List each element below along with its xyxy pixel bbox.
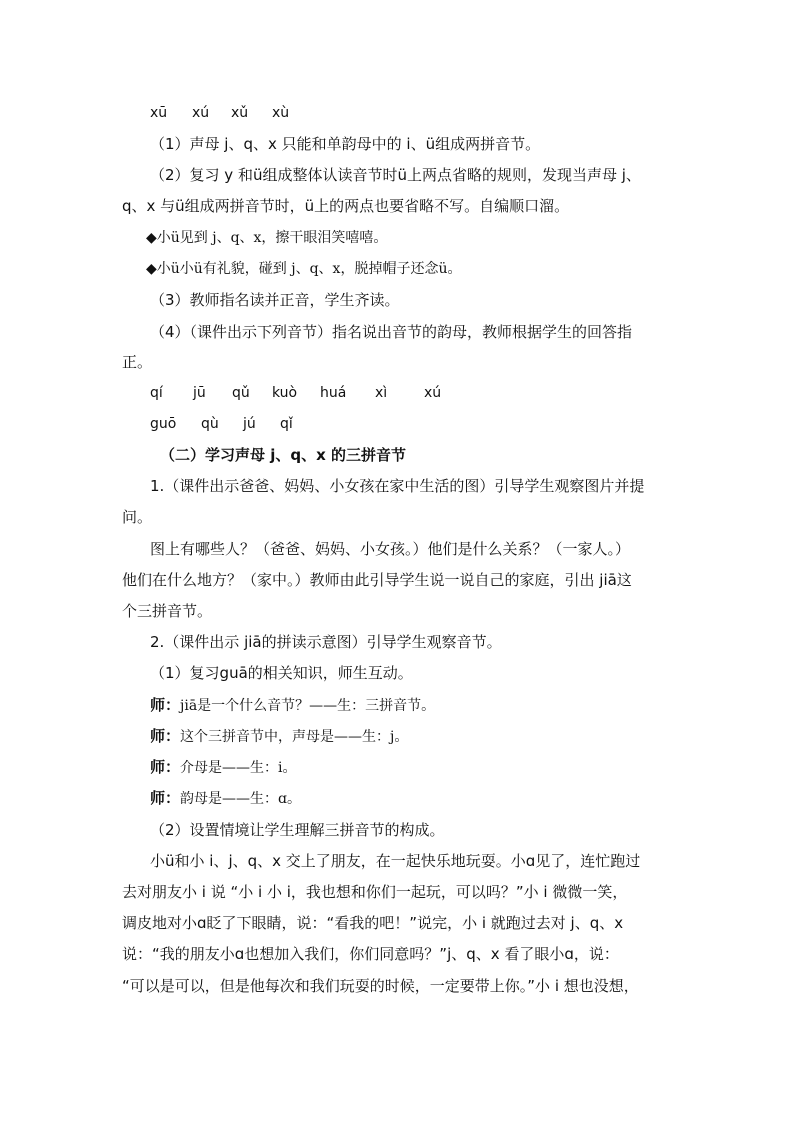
pinyin-syllable: jū xyxy=(193,385,206,401)
step-2: 2.（课件出示 jiā的拼读示意图）引导学生观察音节。 xyxy=(150,633,502,651)
question-line-3: 个三拼音节。 xyxy=(122,602,213,620)
section-heading: （二）学习声母 j、q、x 的三拼音节 xyxy=(160,446,407,464)
dialog-speaker: 师： xyxy=(150,727,181,745)
pinyin-syllable: huá xyxy=(320,385,347,401)
dialog-text: 这个三拼音节中，声母是——生：j。 xyxy=(180,729,409,745)
sub-step-1: （1）复习guā的相关知识，师生互动。 xyxy=(150,664,413,682)
step-1-line-2: 问。 xyxy=(122,508,153,526)
dialog-text: 介母是——生：i。 xyxy=(180,760,297,776)
paragraph-4-line-2: 正。 xyxy=(122,353,153,371)
question-line-1: 图上有哪些人？（爸爸、妈妈、小女孩。）他们是什么关系？（一家人。） xyxy=(150,540,631,558)
pinyin-syllable: xù xyxy=(272,105,290,121)
paragraph-2-line-2: q、x 与ü组成两拼音节时，ü上的两点也要省略不写。自编顺口溜。 xyxy=(122,197,570,215)
dialog-line xyxy=(150,757,710,778)
pinyin-syllable: xū xyxy=(150,105,168,121)
pinyin-syllable: guō xyxy=(150,416,177,432)
pinyin-syllable: qù xyxy=(201,416,219,432)
dialog-speaker: 师： xyxy=(150,758,181,776)
dialog-line xyxy=(150,695,710,716)
dialog-text: 韵母是——生：ɑ。 xyxy=(180,791,301,807)
paragraph-3: （3）教师指名读并正音，学生齐读。 xyxy=(150,291,400,309)
rhyme-line-2: ◆小ü小ü有礼貌，碰到 j、q、x，脱掉帽子还念ü。 xyxy=(146,261,462,277)
story-line-2: 去对朋友小 i 说 “小 i 小 i，我也想和你们一起玩，可以吗？”小 i 微微一笑， xyxy=(122,883,628,901)
pinyin-syllable: qǐ xyxy=(280,416,293,432)
story-line-5: “可以是可以，但是他每次和我们玩耍的时候，一定要带上你。”小 i 想也没想， xyxy=(122,977,639,995)
paragraph-2-line-1: （2）复习 y 和ü组成整体认读音节时ü上两点省略的规则，发现当声母 j、 xyxy=(150,166,641,184)
dialog-text: jiā是一个什么音节？——生：三拼音节。 xyxy=(180,698,436,714)
paragraph-4-line-1: （4）（课件出示下列音节）指名说出音节的韵母，教师根据学生的回答指 xyxy=(150,323,633,341)
dialog-line xyxy=(150,726,710,747)
paragraph-1: （1）声母 j、q、x 只能和单韵母中的 i、ü组成两拼音节。 xyxy=(150,135,541,153)
pinyin-syllable: xú xyxy=(192,105,210,121)
pinyin-syllable: jú xyxy=(243,416,256,432)
story-line-4: 说：“我的朋友小ɑ也想加入我们，你们同意吗？”j、q、x 看了眼小ɑ，说： xyxy=(122,945,619,963)
story-line-1: 小ü和小 i、j、q、x 交上了朋友，在一起快乐地玩耍。小ɑ见了，连忙跑过 xyxy=(150,852,641,870)
story-line-3: 调皮地对小ɑ眨了下眼睛，说：“看我的吧！”说完，小 i 就跑过去对 j、q、x xyxy=(122,914,624,932)
dialog-speaker: 师： xyxy=(150,696,181,714)
sub-step-2: （2）设置情境让学生理解三拼音节的构成。 xyxy=(150,821,445,839)
step-1-line-1: 1.（课件出示爸爸、妈妈、小女孩在家中生活的图）引导学生观察图片并提 xyxy=(150,477,645,495)
pinyin-syllable: qǔ xyxy=(232,385,250,401)
pinyin-syllable: xì xyxy=(375,385,388,401)
pinyin-syllable: qí xyxy=(150,385,163,401)
pinyin-syllable: xú xyxy=(424,385,442,401)
pinyin-syllable: kuò xyxy=(272,385,298,401)
rhyme-line-1: ◆小ü见到 j、q、x，擦干眼泪笑嘻嘻。 xyxy=(146,230,388,246)
dialog-speaker: 师： xyxy=(150,789,181,807)
question-line-2: 他们在什么地方？（家中。）教师由此引导学生说一说自己的家庭，引出 jiā这 xyxy=(122,571,632,589)
pinyin-syllable: xǔ xyxy=(231,105,249,121)
dialog-line xyxy=(150,788,710,809)
